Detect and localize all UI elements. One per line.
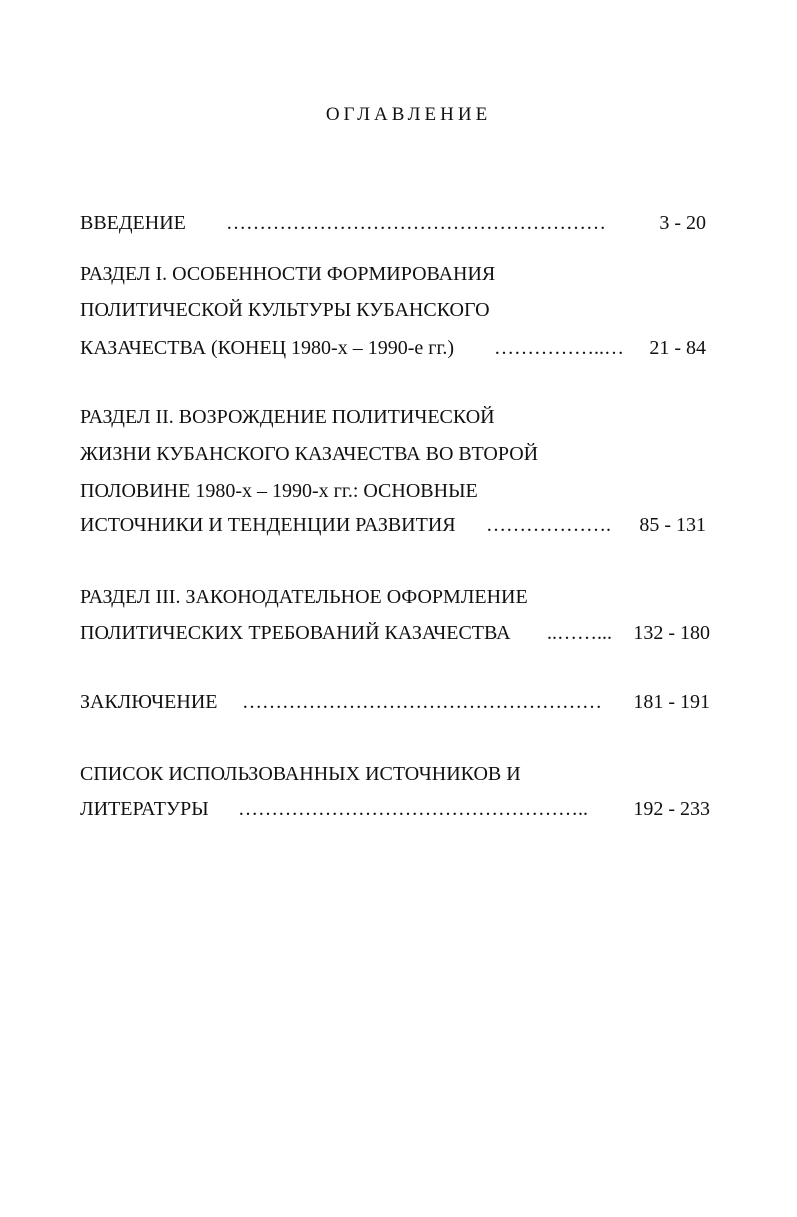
toc-entry-sources-leader: …………………………………………….. (238, 798, 588, 820)
toc-entry-section2-line3: ПОЛОВИНЕ 1980-х – 1990-х гг.: ОСНОВНЫЕ (80, 480, 478, 502)
toc-entry-sources-line1: СПИСОК ИСПОЛЬЗОВАННЫХ ИСТОЧНИКОВ И (80, 763, 521, 785)
toc-entry-intro-title: ВВЕДЕНИЕ (80, 212, 186, 234)
toc-entry-conclusion-leader: ……………………………………………… (242, 691, 602, 713)
toc-entry-section1-line3: КАЗАЧЕСТВА (КОНЕЦ 1980-х – 1990-е гг.) (80, 337, 455, 359)
toc-entry-section1-line1: РАЗДЕЛ I. ОСОБЕННОСТИ ФОРМИРОВАНИЯ (80, 263, 496, 285)
toc-entry-sources-line2: ЛИТЕРАТУРЫ (80, 798, 209, 820)
toc-entry-section2-line2: ЖИЗНИ КУБАНСКОГО КАЗАЧЕСТВА ВО ВТОРОЙ (80, 443, 539, 465)
toc-entry-section1-pages: 21 - 84 (649, 337, 706, 359)
toc-entry-section3-line2: ПОЛИТИЧЕСКИХ ТРЕБОВАНИЙ КАЗАЧЕСТВА (80, 622, 511, 644)
toc-entry-sources-pages: 192 - 233 (633, 798, 710, 820)
toc-entry-section3-leader: ..……... (547, 622, 612, 644)
toc-entry-section1-leader: ……………..… (494, 337, 624, 359)
toc-entry-intro-pages: 3 - 20 (659, 212, 706, 234)
toc-entry-section3-line1: РАЗДЕЛ III. ЗАКОНОДАТЕЛЬНОЕ ОФОРМЛЕНИЕ (80, 586, 528, 608)
page-title: ОГЛАВЛЕНИЕ (325, 104, 492, 125)
toc-entry-intro-leader: ………………………………………………… (226, 212, 606, 234)
toc-entry-conclusion-pages: 181 - 191 (633, 691, 710, 713)
toc-entry-section3-pages: 132 - 180 (633, 622, 710, 644)
toc-entry-section2-leader: ………………. (486, 514, 611, 536)
toc-entry-section2-line4: ИСТОЧНИКИ И ТЕНДЕНЦИИ РАЗВИТИЯ (80, 514, 456, 536)
toc-entry-conclusion-title: ЗАКЛЮЧЕНИЕ (80, 691, 218, 713)
toc-entry-section2-pages: 85 - 131 (639, 514, 706, 536)
toc-entry-section2-line1: РАЗДЕЛ II. ВОЗРОЖДЕНИЕ ПОЛИТИЧЕСКОЙ (80, 406, 495, 428)
toc-entry-section1-line2: ПОЛИТИЧЕСКОЙ КУЛЬТУРЫ КУБАНСКОГО (80, 299, 490, 321)
